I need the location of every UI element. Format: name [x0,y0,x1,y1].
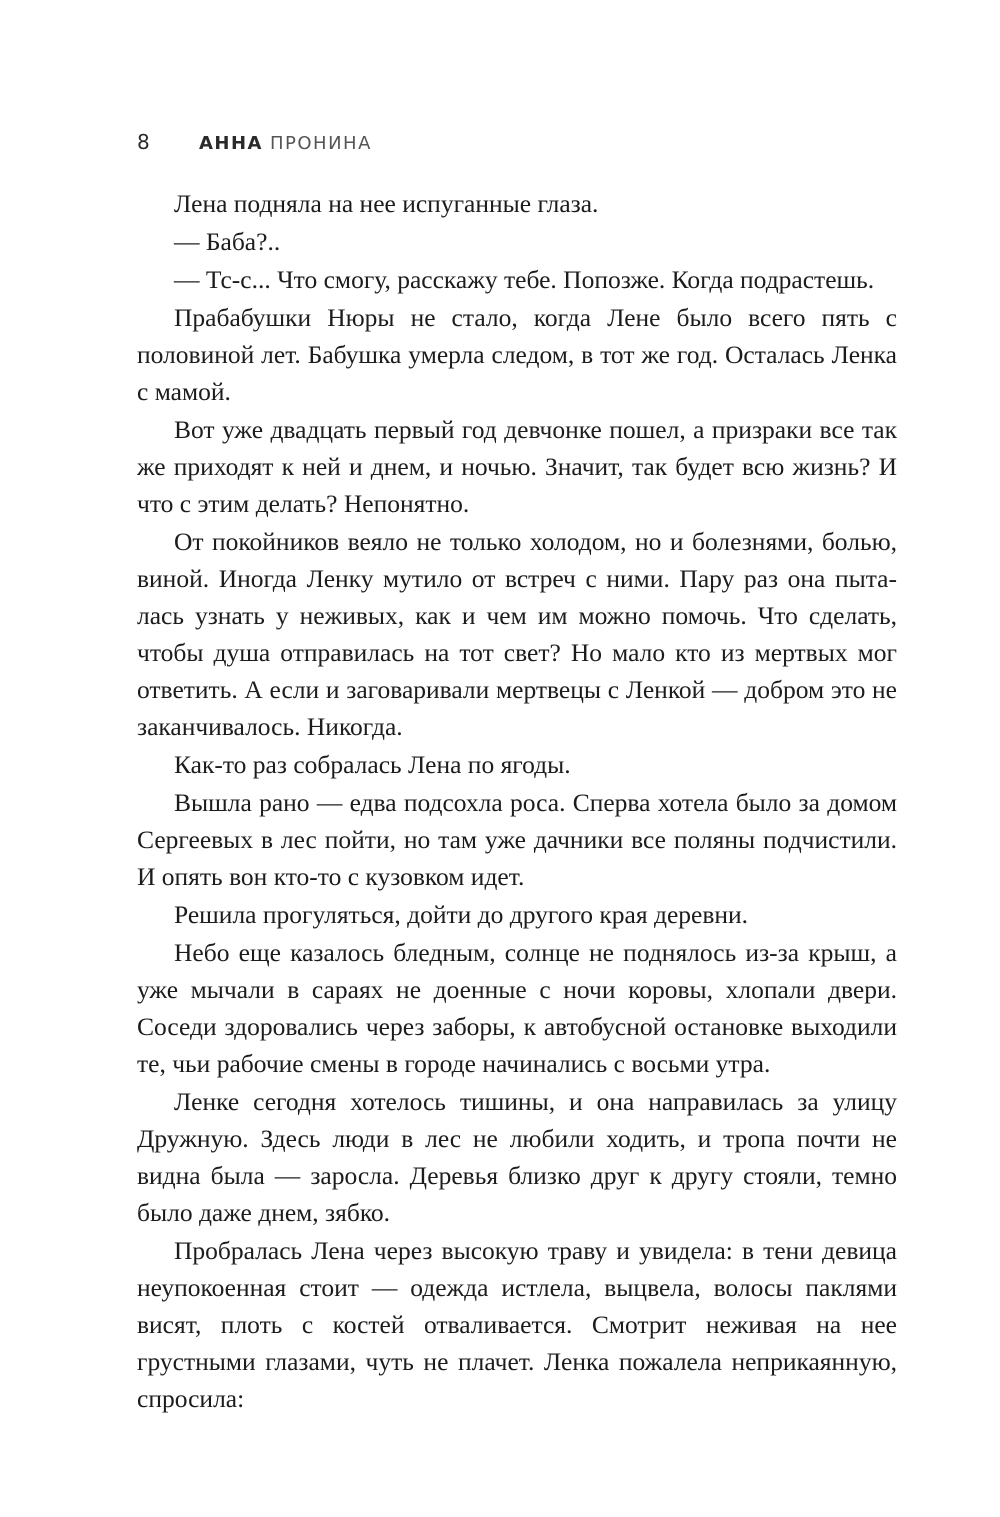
paragraph: Как-то раз собралась Лена по ягоды. [174,750,571,779]
paragraph: От покойников веяло не только холодом, но и болезнями, болью, виной. Иногда Ленку мутило от встреч с ними. Пару раз она пыталась узнать у неживых, как и чем им можно помочь. Что сделать, чтобы душа отправилась на тот свет? Но мало кто из мертвых мог ответить. А если и заговаривали мертвецы с Ленкой — добром это не заканчивалось. Никогда. [137,527,897,741]
paragraph: — Баба?.. [174,227,281,256]
author-first-name: АННА [199,133,263,154]
paragraph: Лена подняла на нее испуганные глаза. [174,189,599,218]
page-number: 8 [137,130,150,154]
body-text [137,185,897,1417]
paragraph: Решила прогуляться, дойти до другого края деревни. [174,900,749,929]
paragraph: Небо еще казалось бледным, солнце не поднялось из-за крыш, а уже мычали в сараях не доенные с ночи коровы, хлопали двери. Соседи здоровались через заборы, к автобусной остановке выходили те, чьи рабочие смены в городе начинались с восьми утра. [137,938,897,1078]
running-header [137,130,372,158]
paragraph: Вот уже двадцать первый год девчонке пошел, а призраки все так же приходят к ней и днем, и ночью. Значит, так будет всю жизнь? И что с этим делать? Непонятно. [137,415,897,518]
paragraph: Вышла рано — едва подсохла роса. Сперва хотела было за домом Сергеевых в лес пойти, но там уже дачники все поляны подчистили. И опять вон кто-то с кузовком идет. [137,788,897,891]
paragraph: — Тс-с... Что смогу, расскажу тебе. Попозже. Когда подрастешь. [174,265,875,294]
author-last-name: ПРОНИНА [270,133,372,154]
paragraph: Прабабушки Нюры не стало, когда Лене было всего пять с половиной лет. Бабушка умерла следом, в тот же год. Осталась Ленка с мамой. [137,303,897,406]
paragraph: Ленке сегодня хотелось тишины, и она направилась за улицу Дружную. Здесь люди в лес не любили ходить, и тропа почти не видна была — заросла. Деревья близко друг к другу стояли, темно было даже днем, зябко. [137,1087,897,1227]
paragraph: Пробралась Лена через высокую траву и увидела: в тени девица неупокоенная стоит — одежда истлела, выцвела, волосы паклями висят, плоть с костей отваливается. Смотрит неживая на нее грустными глазами, чуть не плачет. Ленка пожалела неприкаянную, спросила: [137,1236,897,1413]
